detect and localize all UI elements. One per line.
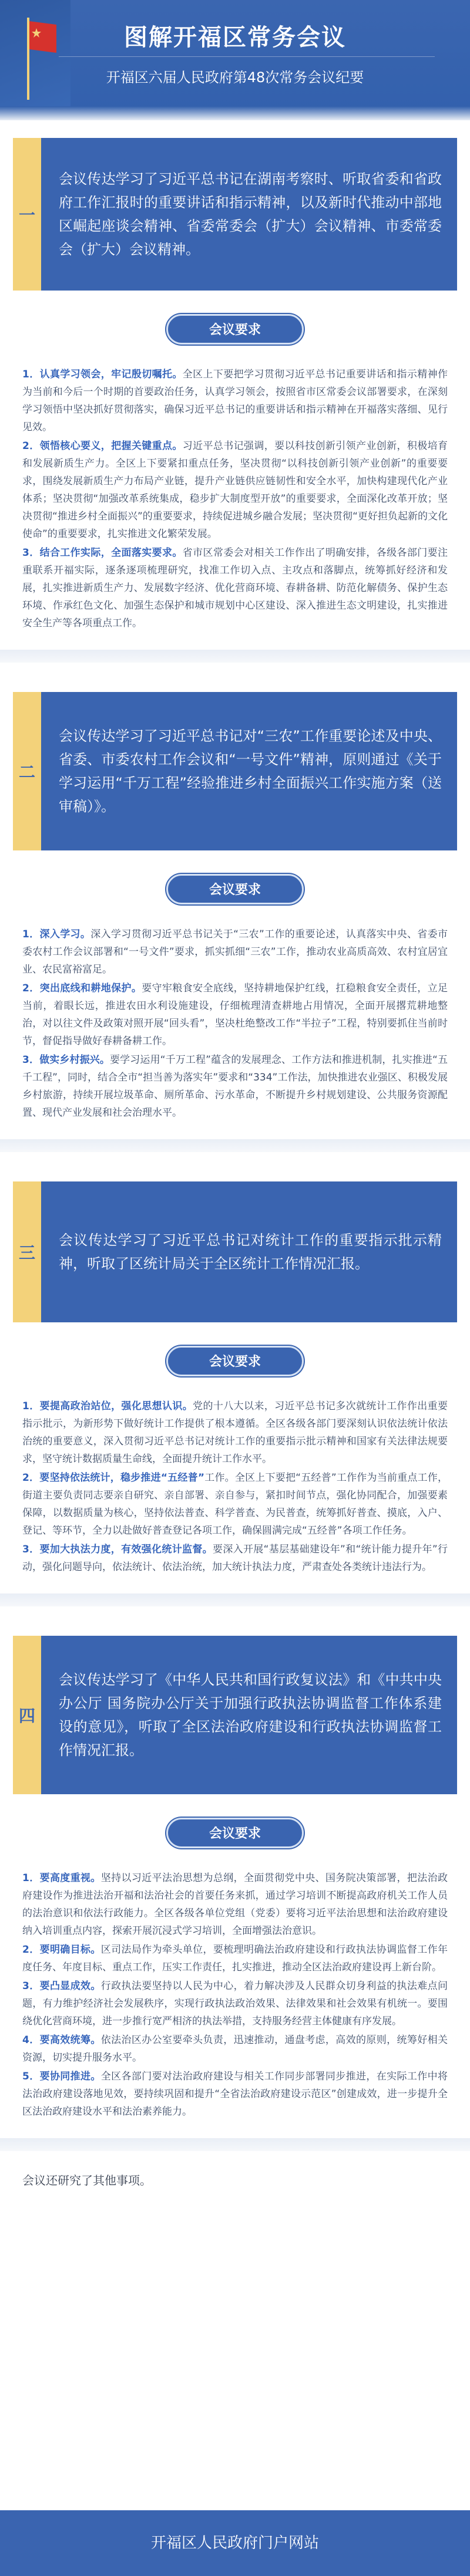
list-item: 1．深入学习。深入学习贯彻习近平总书记关于“三农”工作的重要论述，认真落实中央、省委市委农村工作会议部署和“一号文件”要求，抓实抓细“三农”工作，推动农业高质高效、农村宜居宜业、农民富裕富足。 <box>22 929 448 975</box>
list-item: 3．做实乡村振兴。要学习运用“千万工程”蕴含的发展理念、工作方法和推进机制，扎实推进“五千工程”，同时，结合全市“担当善为落实年”要求和“334”工作法，加快推进农业强区、积极发展乡村旅游，持续开展垃圾革命、厕所革命、污水革命，不断提升乡村规划建设、公共服务资源配置、现代产业发展和社会治理水平。 <box>22 1054 448 1119</box>
page-subtitle: 开福区六届人民政府第48次常务会议纪要 <box>106 69 364 86</box>
requirements-body <box>22 1869 448 2121</box>
requirements-badge: 会议要求 <box>166 874 304 904</box>
list-item: 1．要提高政治站位，强化思想认识。党的十八大以来，习近平总书记多次就统计工作作出重要指示批示，为新形势下做好统计工作提供了根本遵循。全区各级各部门要深刻认识依法统计依法治统的重要意义，深入贯彻习近平总书记对统计工作的重要指示批示精神和国家有关法律法规要求，坚守统计数据质量生命线，全面提升统计工作水平。 <box>22 1400 448 1465</box>
requirements-body <box>22 1397 448 1576</box>
section-heading-text: 会议传达学习了《中华人民共和国行政复议法》和《中共中央办公厅 国务院办公厅关于加强行政执法协调监督工作体系建设的意见》，听取了全区法治政府建设和行政执法协调监督工作情况汇报。 <box>59 1672 442 1758</box>
section-heading-text: 会议传达学习了习近平总书记在湖南考察时、听取省委和省政府工作汇报时的重要讲话和指示精神，以及新时代推动中部地区崛起座谈会精神、省委常委会（扩大）会议精神、市委常委会（扩大）会议精神。 <box>59 171 442 258</box>
section-heading <box>13 138 457 291</box>
list-item: 4．要高效统筹。依法治区办公室要牵头负责，迅速推动，通盘考虑，高效的原则，统筹好相关资源，切实提升服务水平。 <box>22 2034 448 2064</box>
section-divider <box>0 1139 470 1152</box>
requirements-body <box>22 926 448 1122</box>
requirements-badge: 会议要求 <box>166 314 304 345</box>
header-banner <box>0 0 470 120</box>
list-item: 3．要加大执法力度，有效强化统计监督。要深入开展“基层基础建设年”和“统计能力提升年”行动，强化问题导向，依法统计、依法治统，加大统计执法力度，严肃查处各类统计违法行为。 <box>22 1544 448 1573</box>
header-bottom-band <box>0 106 470 120</box>
section-heading-text: 会议传达学习了习近平总书记对“三农”工作重要论述及中央、省委、市委农村工作会议和“一号文件”精神，原则通过《关于学习运用“千万工程”经验推进乡村全面振兴工作实施方案（送审稿）》。 <box>59 728 442 815</box>
section-heading-text: 会议传达学习了习近平总书记对统计工作的重要指示批示精神，听取了区统计局关于全区统计工作情况汇报。 <box>59 1232 442 1272</box>
section-heading <box>13 1636 457 1794</box>
section-4 <box>0 1636 470 2151</box>
list-item: 2．突出底线和耕地保护。要守牢粮食安全底线，坚持耕地保护红线，扛稳粮食安全责任，立足当前，着眼长远，推进农田水利设施建设，仔细梳理清查耕地占用情况，全面开展撂荒耕地整治，对以往文件及政策对照开展“回头看”，坚决杜绝整改工作“半拉子”工程，特别要抓住当前时节，督促指导做好春耕备耕工作。 <box>22 983 448 1047</box>
list-item: 3．要凸显成效。行政执法要坚持以人民为中心，着力解决涉及人民群众切身利益的执法难点问题，有力维护经济社会发展秩序，实现行政执法政治效果、法律效果和社会效果有机统一。要围绕优化营商环境，进一步推行宽严相济的执法举措，支持服务经营主体健康有序发展。 <box>22 1980 448 2027</box>
list-item: 1．认真学习领会，牢记殷切嘱托。全区上下要把学习贯彻习近平总书记重要讲话和指示精神作为当前和今后一个时期的首要政治任务，认真学习领会，按照省市区常委会议部署要求，在深刻学习领悟中坚决抓好贯彻落实，确保习近平总书记的重要讲话和指示精神在开福落实落细、见行见效。 <box>22 369 448 433</box>
title-divider <box>59 56 435 57</box>
list-item: 2．要明确目标。区司法局作为牵头单位，要梳理明确法治政府建设和行政执法协调监督工作年度任务、年度目标、重点工作，压实工作责任，扎实推进，推动全区法治政府建设再上新台阶。 <box>22 1944 448 1973</box>
requirements-badge: 会议要求 <box>166 1346 304 1376</box>
section-3 <box>0 1181 470 1606</box>
section-number: 一 <box>18 205 35 225</box>
section-divider <box>0 1593 470 1606</box>
page-title: 图解开福区常务会议 <box>124 24 346 51</box>
section-heading <box>13 1181 457 1322</box>
closing-text: 会议还研究了其他事项。 <box>22 2173 152 2187</box>
section-number: 四 <box>18 1706 35 1726</box>
requirements-body <box>22 366 448 632</box>
list-item: 3．结合工作实际，全面落实要求。省市区常委会对相关工作作出了明确安排，各级各部门要注重联系开福实际，逐条逐项梳理研究，找准工作切入点、主攻点和落脚点，统筹抓好经济和发展，扎实推进新质生产力、发展数字经济、优化营商环境、春耕备耕、防范化解债务、保护生态环境、作承红色文化、加强生态保护和城市规划中心区建设、深入推进生态文明建设，扎实推进安全生产等各项重点工作。 <box>22 547 448 629</box>
section-divider <box>0 650 470 663</box>
list-item: 5．要协同推进。全区各部门要对法治政府建设与相关工作同步部署同步推进，在实际工作中将法治政府建设落地见效，要持续巩固和提升“全省法治政府建设示范区”创建成效，进一步提升全区法治政府建设水平和法治素养能力。 <box>22 2071 448 2118</box>
section-number: 二 <box>18 762 35 782</box>
list-item: 2．领悟核心要义，把握关键重点。习近平总书记强调，要以科技创新引领产业创新，积极培育和发展新质生产力。全区上下要紧扣重点任务，坚决贯彻“以科技创新引领产业创新”的重要要求，围绕发展新质生产力布局产业链，提升产业链供应链韧性和安全水平，加快构建现代化产业体系；坚决贯彻“加强改革系统集成，稳步扩大制度型开放”的重要要求，全面深化改革开放；坚决贯彻“推进乡村全面振兴”的重要要求，持续促进城乡融合发展；坚决贯彻“更好担负起新的文化使命”的重要要求，扎实推进文化繁荣发展。 <box>22 440 448 540</box>
footer-site-name[interactable]: 开福区人民政府门户网站 <box>0 2510 470 2576</box>
section-2 <box>0 692 470 1152</box>
requirements-badge: 会议要求 <box>166 1818 304 1848</box>
list-item: 2．要坚持依法统计，稳步推进“五经普”工作。全区上下要把“五经普”工作作为当前重点工作，街道主要负责同志要亲自研究、亲自部署、亲自参与，紧扣时间节点，强化协同配合，加强要素保障，以数据质量为核心，坚持依法普查、科学普查、为民普查，统筹抓好普查、摸底，入户、登记、等环节，全力以赴做好普查登记各项工作，确保圆满完成“五经普”各项工作任务。 <box>22 1472 448 1537</box>
section-heading <box>13 692 457 850</box>
section-1 <box>0 138 470 663</box>
section-number: 三 <box>18 1243 35 1262</box>
list-item: 1．要高度重视。坚持以习近平法治思想为总纲，全面贯彻党中央、国务院决策部署，把法治政府建设作为推进法治开福和法治社会的首要任务来抓，通过学习培训不断提高政府机关工作人员的法治意识和依法行政能力。全区各级各单位党组（党委）要将习近平法治思想和法治政府建设纳入培训重点内容，探索开展沉浸式学习培训，全面增强法治意识。 <box>22 1872 448 1937</box>
section-divider <box>0 2138 470 2151</box>
